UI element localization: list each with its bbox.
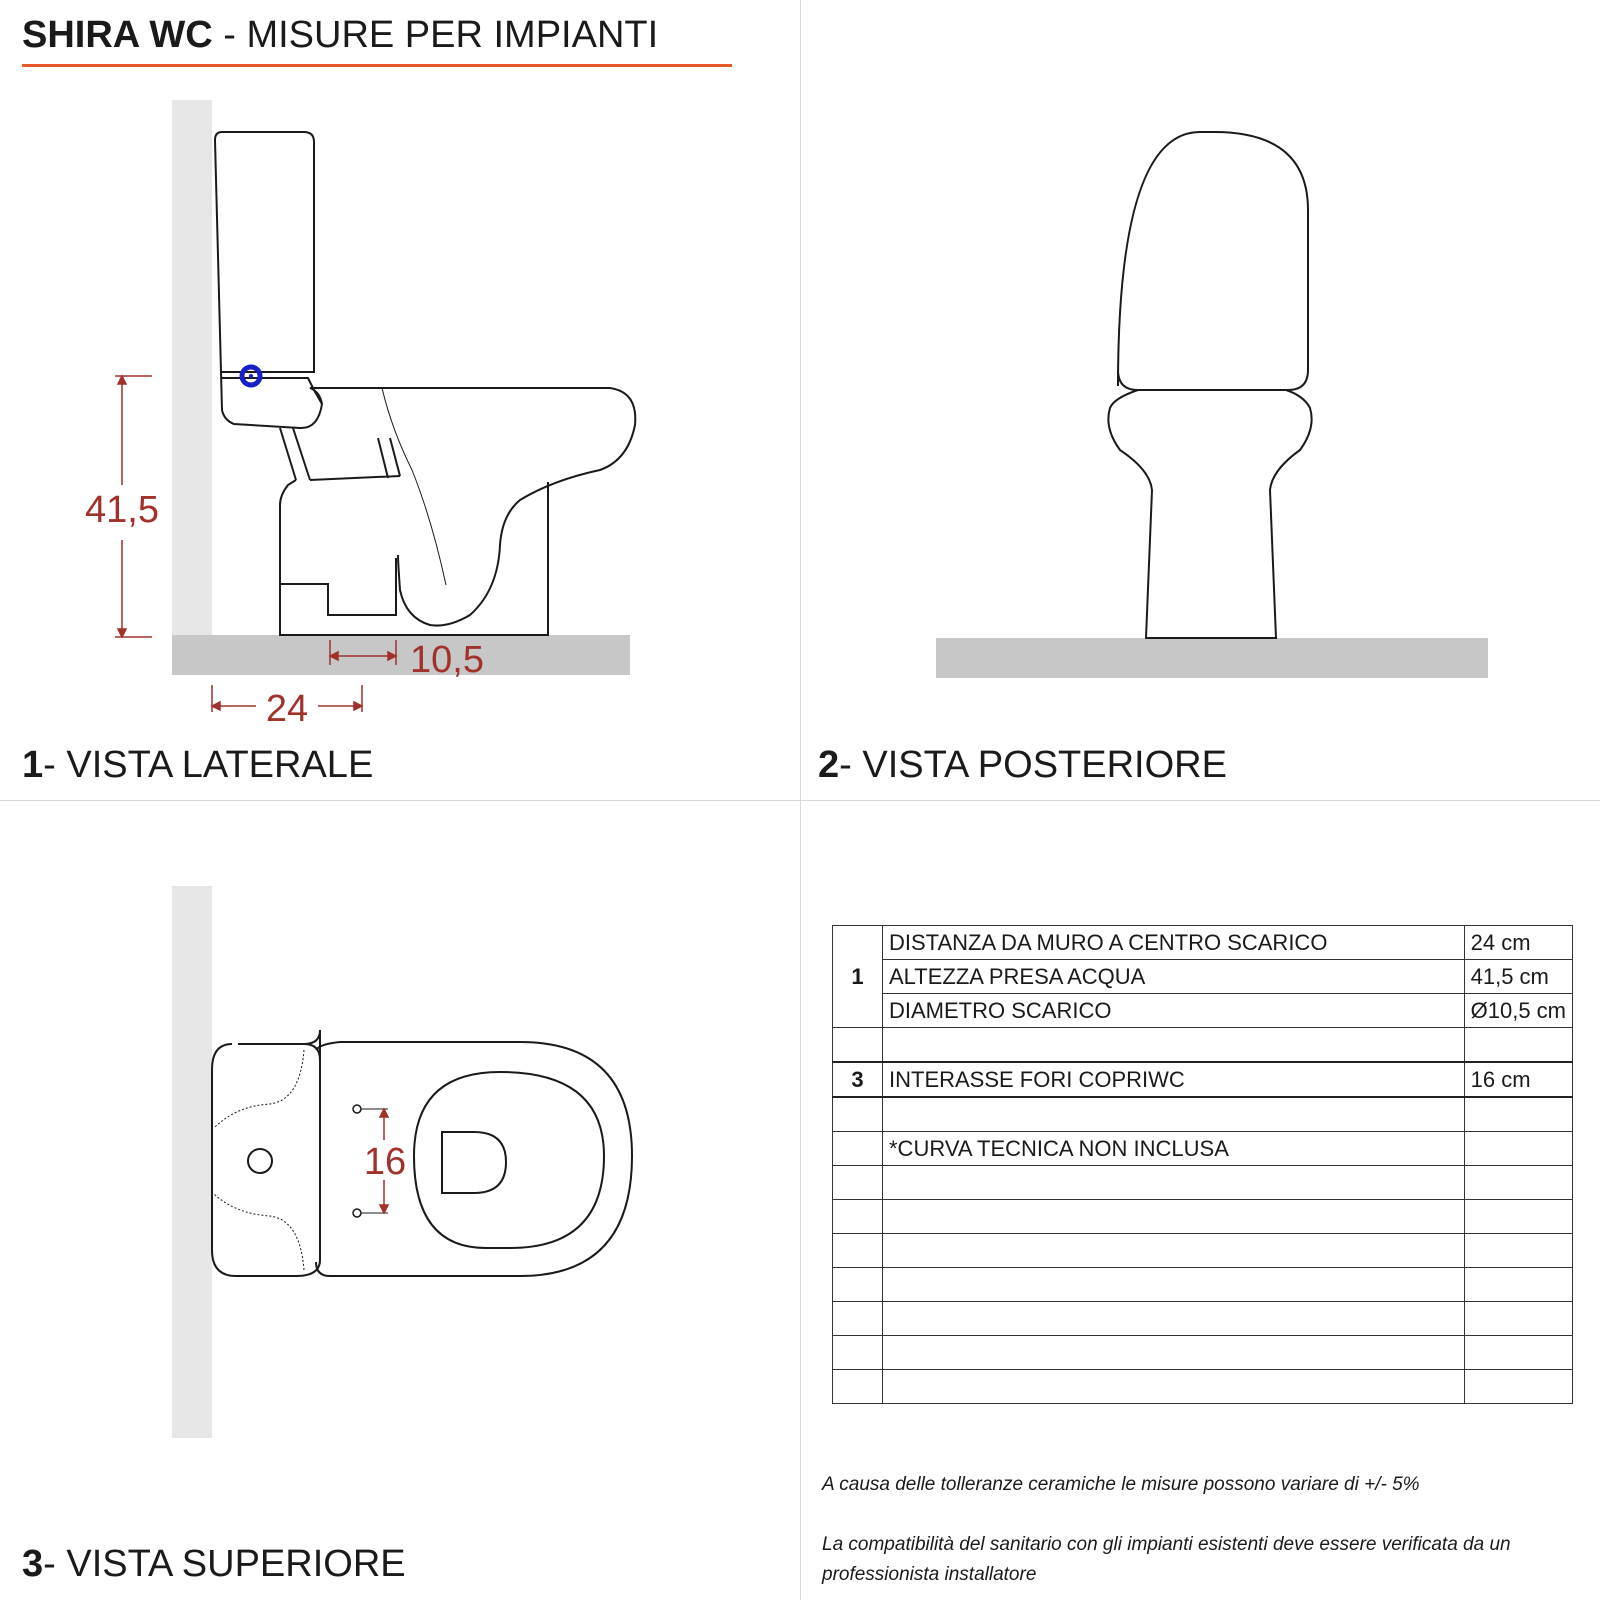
view-3-label: 3- VISTA SUPERIORE	[22, 1543, 406, 1585]
wall	[172, 886, 212, 1438]
spec-label	[883, 1166, 1465, 1200]
spec-value	[1464, 1370, 1572, 1404]
group-number	[833, 1336, 883, 1370]
spec-label	[883, 1268, 1465, 1302]
table-row	[833, 1200, 1573, 1234]
spec-table	[832, 925, 1573, 1404]
spec-label: DIAMETRO SCARICO	[883, 994, 1465, 1028]
toilet-top-outline	[212, 1030, 632, 1276]
top-view-drawing	[0, 800, 800, 1600]
pedestal-rear	[1108, 390, 1311, 638]
base	[280, 480, 548, 635]
cistern	[215, 132, 314, 372]
spec-label	[883, 1370, 1465, 1404]
tolerance-note: A causa delle tolleranze ceramiche le misure possono variare di +/- 5%	[822, 1474, 1420, 1495]
wall	[172, 100, 212, 635]
spec-value	[1464, 1132, 1572, 1166]
seat-hole-spacing-label: 16	[363, 1141, 407, 1183]
product-name: SHIRA WC	[22, 14, 213, 56]
compatibility-note: La compatibilità del sanitario con gli impianti esistenti deve essere verificata da un professionista installatore	[822, 1534, 1511, 1585]
toilet-side-outline	[215, 132, 635, 635]
spec-value	[1464, 1268, 1572, 1302]
table-row	[833, 1268, 1573, 1302]
inlet-height-label: 41,5	[85, 489, 159, 531]
rear-view-drawing	[800, 0, 1600, 800]
table-row	[833, 960, 1573, 994]
group-number	[833, 1166, 883, 1200]
spec-value	[1464, 1166, 1572, 1200]
spec-label: DISTANZA DA MURO A CENTRO SCARICO	[883, 926, 1465, 960]
toilet-rear-outline	[1108, 132, 1311, 638]
drain-diameter-label: 10,5	[410, 639, 484, 681]
seat-hole-left	[353, 1105, 361, 1113]
view-2-label: 2- VISTA POSTERIORE	[818, 744, 1227, 786]
spec-value: Ø10,5 cm	[1464, 994, 1572, 1028]
group-number	[833, 1028, 883, 1063]
spec-label: INTERASSE FORI COPRIWC	[883, 1062, 1465, 1097]
table-row	[833, 926, 1573, 960]
flush-button	[248, 1149, 272, 1173]
table-row	[833, 1062, 1573, 1097]
table-row	[833, 1028, 1573, 1063]
lateral-view-drawing	[0, 0, 800, 800]
table-row	[833, 1370, 1573, 1404]
group-number	[833, 1097, 883, 1132]
spec-value	[1464, 1200, 1572, 1234]
spec-label	[883, 1234, 1465, 1268]
seat-hole-right	[353, 1209, 361, 1217]
spec-value: 24 cm	[1464, 926, 1572, 960]
title-subtitle: - MISURE PER IMPIANTI	[223, 14, 659, 56]
bowl	[221, 372, 635, 626]
spec-label	[883, 1302, 1465, 1336]
spec-label: *CURVA TECNICA NON INCLUSA	[883, 1132, 1465, 1166]
table-row	[833, 1302, 1573, 1336]
spec-value: 16 cm	[1464, 1062, 1572, 1097]
group-number	[833, 1234, 883, 1268]
spec-value	[1464, 1336, 1572, 1370]
spec-label: ALTEZZA PRESA ACQUA	[883, 960, 1465, 994]
table-row	[833, 994, 1573, 1028]
spec-label	[883, 1336, 1465, 1370]
table-row	[833, 1234, 1573, 1268]
floor	[172, 635, 630, 675]
spec-value	[1464, 1302, 1572, 1336]
drain-opening	[442, 1132, 506, 1193]
spec-label	[883, 1028, 1465, 1063]
group-number	[833, 1302, 883, 1336]
group-number: 1	[833, 926, 883, 1028]
table-row	[833, 1166, 1573, 1200]
spec-label	[883, 1097, 1465, 1132]
group-number: 3	[833, 1062, 883, 1097]
group-number	[833, 1132, 883, 1166]
spec-label	[883, 1200, 1465, 1234]
group-number	[833, 1268, 883, 1302]
spec-value: 41,5 cm	[1464, 960, 1572, 994]
cistern-top	[212, 1044, 320, 1276]
cistern-rear	[1118, 132, 1308, 390]
table-row	[833, 1336, 1573, 1370]
spec-value	[1464, 1097, 1572, 1132]
view-1-label: 1- VISTA LATERALE	[22, 744, 374, 786]
floor	[936, 638, 1488, 678]
table-row	[833, 1097, 1573, 1132]
table-row	[833, 1132, 1573, 1166]
group-number	[833, 1370, 883, 1404]
spec-value	[1464, 1234, 1572, 1268]
spec-value	[1464, 1028, 1572, 1063]
group-number	[833, 1200, 883, 1234]
wall-distance-label: 24	[265, 688, 309, 730]
